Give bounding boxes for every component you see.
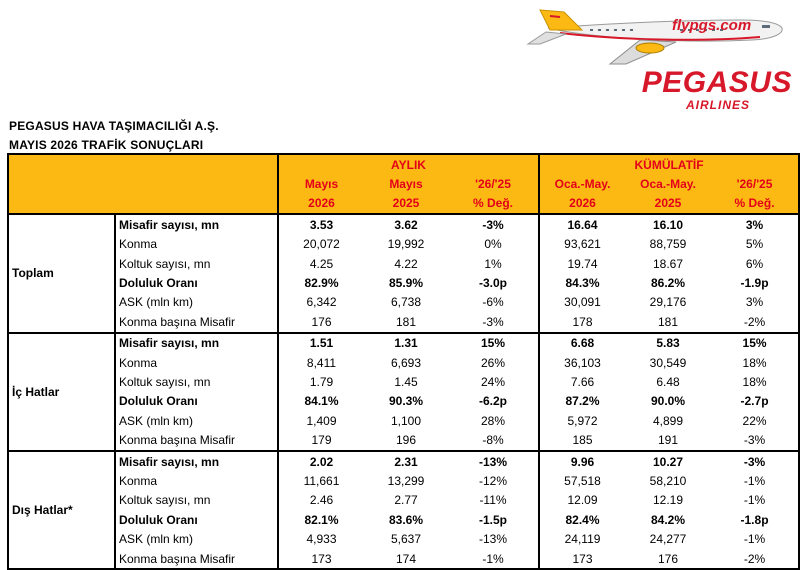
value-cell: -1% xyxy=(711,491,799,510)
value-cell: 6.48 xyxy=(656,374,680,389)
col-header-line1: '26/'25 xyxy=(448,174,539,193)
col-header-line1: Mayıs xyxy=(278,174,364,193)
company-title: PEGASUS HAVA TAŞIMACILIĞI A.Ş. xyxy=(9,119,219,133)
value-cell: 5,972 xyxy=(539,411,625,430)
value-cell: 1% xyxy=(484,256,502,271)
col-header-line1: Oca.-May. xyxy=(539,174,625,193)
metric-label: ASK (mln km) xyxy=(115,529,278,548)
value-cell: 24,277 xyxy=(649,532,687,547)
value-cell: 7.66 xyxy=(539,372,625,391)
value-cell: 185 xyxy=(539,430,625,450)
value-cell: 4,933 xyxy=(278,529,364,548)
header-blank xyxy=(115,154,278,174)
group-label: Dış Hatlar* xyxy=(8,451,115,569)
metric-label: Konma başına Misafir xyxy=(115,549,278,569)
value-cell: 2.31 xyxy=(394,454,418,469)
value-cell: 10.27 xyxy=(653,454,684,469)
value-cell: 3% xyxy=(711,293,799,312)
value-cell: 85.9% xyxy=(388,276,424,291)
value-cell: 6% xyxy=(711,254,799,273)
value-cell: 16.10 xyxy=(653,217,684,232)
value-cell: 24% xyxy=(480,374,506,389)
report-title: MAYIS 2026 TRAFİK SONUÇLARI xyxy=(9,138,204,152)
value-cell: 26% xyxy=(480,355,506,370)
value-cell: -2% xyxy=(711,549,799,569)
value-cell: 19,992 xyxy=(387,237,425,252)
value-cell: 36,103 xyxy=(539,353,625,372)
value-cell: 84.2% xyxy=(651,512,686,527)
brand-wordmark xyxy=(612,68,792,112)
value-cell: 11,661 xyxy=(278,471,364,490)
value-cell: 4.22 xyxy=(394,256,418,271)
metric-label: Konma xyxy=(115,471,278,490)
value-cell: -13% xyxy=(479,532,508,547)
value-cell: 6,738 xyxy=(390,295,422,310)
value-cell: 18% xyxy=(711,353,799,372)
metric-label: Doluluk Oranı xyxy=(115,273,278,292)
value-cell: -3% xyxy=(482,217,504,232)
value-cell: 2.77 xyxy=(394,493,418,508)
value-cell: -1% xyxy=(448,549,539,569)
table-row xyxy=(8,529,799,548)
metric-label: Koltuk sayısı, mn xyxy=(115,372,278,391)
metric-label: Misafir sayısı, mn xyxy=(115,333,278,353)
header-blank xyxy=(8,174,115,193)
table-row xyxy=(8,471,799,490)
value-cell: 5,637 xyxy=(390,532,422,547)
table-row xyxy=(8,549,799,569)
value-cell: 28% xyxy=(480,413,506,428)
metric-label: ASK (mln km) xyxy=(115,411,278,430)
table-row xyxy=(8,372,799,391)
value-cell: -2.7p xyxy=(711,392,799,411)
value-cell: 3.62 xyxy=(394,217,418,232)
value-cell: 1,409 xyxy=(278,411,364,430)
col-header-line2: % Değ. xyxy=(711,194,799,214)
metric-label: Misafir sayısı, mn xyxy=(115,451,278,471)
value-cell: 19.74 xyxy=(539,254,625,273)
value-cell: 179 xyxy=(278,430,364,450)
table-row xyxy=(8,273,799,292)
value-cell: 2.02 xyxy=(278,451,364,471)
group-label: İç Hatlar xyxy=(8,333,115,451)
metric-label: Doluluk Oranı xyxy=(115,510,278,529)
header-row-line1 xyxy=(8,174,799,193)
value-cell: 82.9% xyxy=(278,273,364,292)
col-header-line2: 2026 xyxy=(278,194,364,214)
table-row xyxy=(8,430,799,450)
value-cell: 84.1% xyxy=(278,392,364,411)
value-cell: 57,518 xyxy=(539,471,625,490)
value-cell: 15% xyxy=(480,336,506,351)
table-row xyxy=(8,235,799,254)
value-cell: -6.2p xyxy=(479,394,508,409)
value-cell: 174 xyxy=(364,549,448,569)
value-cell: 16.64 xyxy=(539,214,625,234)
value-cell: -11% xyxy=(479,493,507,508)
table-row xyxy=(8,254,799,273)
metric-label: Konma xyxy=(115,353,278,372)
col-header-line2: 2025 xyxy=(364,194,448,214)
value-cell: -1.9p xyxy=(711,273,799,292)
value-cell: -1% xyxy=(711,529,799,548)
airplane-icon xyxy=(520,0,800,70)
header-monthly: AYLIK xyxy=(278,154,539,174)
value-cell: 1.45 xyxy=(394,374,418,389)
value-cell: 18.67 xyxy=(653,256,684,271)
value-cell: 4,899 xyxy=(653,413,684,428)
table-row xyxy=(8,491,799,510)
value-cell: 3% xyxy=(711,214,799,234)
col-header-line2: 2026 xyxy=(539,194,625,214)
value-cell: -1.8p xyxy=(711,510,799,529)
table-row xyxy=(8,353,799,372)
value-cell: 1.51 xyxy=(278,333,364,353)
value-cell: 5.83 xyxy=(656,336,680,351)
col-header-line2: 2025 xyxy=(625,194,711,214)
value-cell: 173 xyxy=(539,549,625,569)
header-row-line2 xyxy=(8,194,799,214)
brand-url: flypgs.com xyxy=(672,17,752,34)
value-cell: 13,299 xyxy=(387,473,425,488)
table-row xyxy=(8,411,799,430)
value-cell: 196 xyxy=(364,430,448,450)
table-row xyxy=(8,312,799,332)
value-cell: -3% xyxy=(448,312,539,332)
value-cell: 178 xyxy=(539,312,625,332)
value-cell: 12.19 xyxy=(653,493,684,508)
value-cell: 84.3% xyxy=(539,273,625,292)
value-cell: 22% xyxy=(711,411,799,430)
value-cell: 176 xyxy=(625,549,711,569)
table-row xyxy=(8,333,799,353)
table-row xyxy=(8,510,799,529)
value-cell: -6% xyxy=(482,295,504,310)
group-label: Toplam xyxy=(8,214,115,332)
value-cell: 6,342 xyxy=(278,293,364,312)
col-header-line2: % Değ. xyxy=(448,194,539,214)
table-row xyxy=(8,451,799,471)
value-cell: 88,759 xyxy=(649,237,687,252)
value-cell: 3.53 xyxy=(278,214,364,234)
value-cell: 191 xyxy=(625,430,711,450)
value-cell: 8,411 xyxy=(278,353,364,372)
metric-label: Koltuk sayısı, mn xyxy=(115,254,278,273)
report-titles xyxy=(9,117,219,155)
value-cell: 181 xyxy=(364,312,448,332)
value-cell: 173 xyxy=(278,549,364,569)
value-cell: 181 xyxy=(625,312,711,332)
col-header-line1: Mayıs xyxy=(364,174,448,193)
header-row-top xyxy=(8,154,799,174)
metric-label: Misafir sayısı, mn xyxy=(115,214,278,234)
header-blank xyxy=(115,194,278,214)
value-cell: 93,621 xyxy=(539,235,625,254)
col-header-line1: Oca.-May. xyxy=(625,174,711,193)
value-cell: 1.31 xyxy=(394,336,418,351)
value-cell: 9.96 xyxy=(539,451,625,471)
value-cell: 86.2% xyxy=(651,276,686,291)
value-cell: 20,072 xyxy=(278,235,364,254)
table-row xyxy=(8,293,799,312)
value-cell: 90.0% xyxy=(651,394,686,409)
header-blank xyxy=(8,154,115,174)
value-cell: 12.09 xyxy=(539,491,625,510)
brand-sub: AIRLINES xyxy=(685,98,750,112)
value-cell: 2.46 xyxy=(278,491,364,510)
metric-label: Konma başına Misafir xyxy=(115,312,278,332)
traffic-table xyxy=(7,153,800,570)
metric-label: Doluluk Oranı xyxy=(115,392,278,411)
value-cell: -3% xyxy=(711,430,799,450)
header-blank xyxy=(115,174,278,193)
value-cell: -13% xyxy=(479,454,508,469)
metric-label: Koltuk sayısı, mn xyxy=(115,491,278,510)
value-cell: 24,119 xyxy=(539,529,625,548)
header-blank xyxy=(8,194,115,214)
metric-label: Konma başına Misafir xyxy=(115,430,278,450)
value-cell: 0% xyxy=(484,237,502,252)
value-cell: 82.4% xyxy=(539,510,625,529)
value-cell: 4.25 xyxy=(278,254,364,273)
value-cell: 5% xyxy=(711,235,799,254)
brand-name: PEGASUS xyxy=(641,66,792,99)
value-cell: -8% xyxy=(448,430,539,450)
value-cell: 15% xyxy=(711,333,799,353)
value-cell: 30,549 xyxy=(649,355,687,370)
value-cell: 29,176 xyxy=(649,295,687,310)
table-row xyxy=(8,392,799,411)
value-cell: 83.6% xyxy=(388,512,424,527)
value-cell: 6.68 xyxy=(539,333,625,353)
value-cell: 6,693 xyxy=(390,355,422,370)
metric-label: ASK (mln km) xyxy=(115,293,278,312)
header-cumulative: KÜMÜLATİF xyxy=(539,154,799,174)
col-header-line1: '26/'25 xyxy=(711,174,799,193)
value-cell: -1.5p xyxy=(479,512,508,527)
value-cell: 30,091 xyxy=(539,293,625,312)
value-cell: 1,100 xyxy=(390,413,422,428)
value-cell: -1% xyxy=(711,471,799,490)
value-cell: -3.0p xyxy=(479,276,508,291)
value-cell: 58,210 xyxy=(649,473,687,488)
table-row xyxy=(8,214,799,234)
value-cell: -12% xyxy=(479,473,508,488)
value-cell: 18% xyxy=(711,372,799,391)
value-cell: 1.79 xyxy=(278,372,364,391)
value-cell: 82.1% xyxy=(278,510,364,529)
metric-label: Konma xyxy=(115,235,278,254)
value-cell: 87.2% xyxy=(539,392,625,411)
value-cell: -2% xyxy=(711,312,799,332)
value-cell: 90.3% xyxy=(388,394,424,409)
value-cell: 176 xyxy=(278,312,364,332)
value-cell: -3% xyxy=(711,451,799,471)
